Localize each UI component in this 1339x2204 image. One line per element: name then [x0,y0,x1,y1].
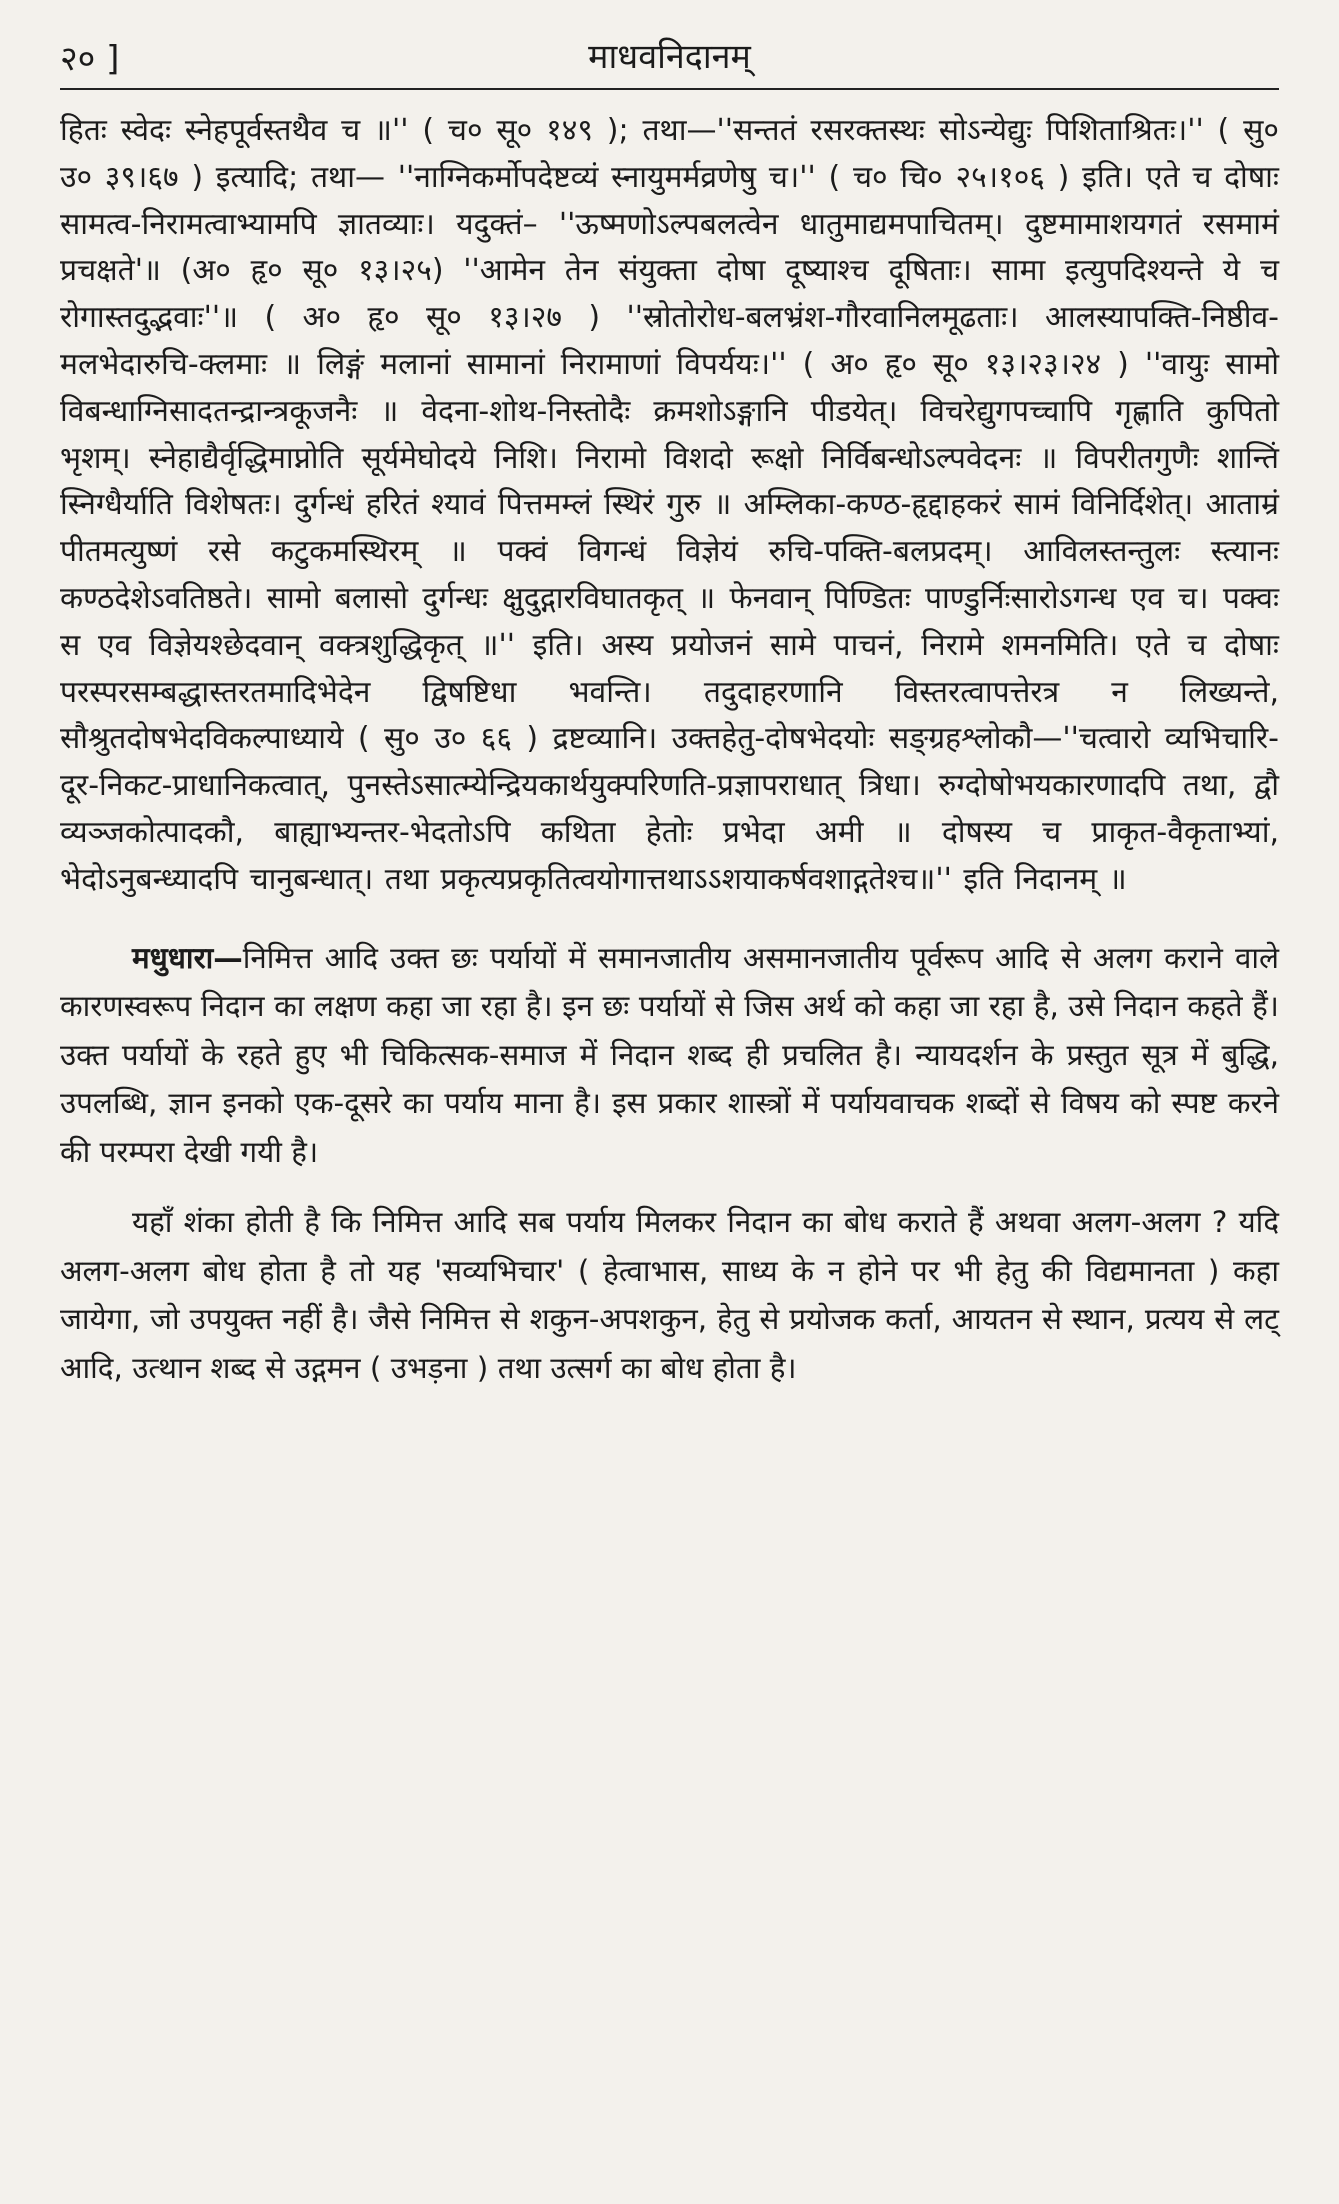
sanskrit-text-block: हितः स्वेदः स्नेहपूर्वस्तथैव च ॥'' ( च० सू० १४९ ); तथा—''सन्ततं रसरक्तस्थः सोऽन्येद्युः पिशिताश्रितः।'' ( सु० उ० ३९।६७ ) इत्यादि; तथा— ''नाग्निकर्मोपदेष्टव्यं स्नायुमर्मव्रणेषु च।'' ( च० चि० २५।१०६ ) इति। एते च दोषाः सामत्व-निरामत्वाभ्यामपि ज्ञातव्याः। यदुक्तं– ''ऊष्मणोऽल्पबलत्वेन धातुमाद्यमपाचितम्। दुष्टमामाशयगतं रसमामं प्रचक्षते'॥ (अ० हृ० सू० १३।२५) ''आमेन तेन संयुक्ता दोषा दूष्याश्च दूषिताः। सामा इत्युपदिश्यन्ते ये च रोगास्तदुद्भवाः''॥ ( अ० हृ० सू० १३।२७ ) ''स्रोतोरोध-बलभ्रंश-गौरवानिलमूढताः। आलस्यापक्ति-निष्ठीव-मलभेदारुचि-क्लमाः ॥ लिङ्गं मलानां सामानां निरामाणां विपर्ययः।'' ( अ० हृ० सू० १३।२३।२४ ) ''वायुः सामो विबन्धाग्निसादतन्द्रान्त्रकूजनैः ॥ वेदना-शोथ-निस्तोदैः क्रमशोऽङ्गानि पीडयेत्। विचरेद्युगपच्चापि गृह्णाति कुपितो भृशम्। स्नेहाद्यैर्वृद्धिमाप्नोति सूर्यमेघोदये निशि। निरामो विशदो रूक्षो निर्विबन्धोऽल्पवेदनः ॥ विपरीतगुणैः शान्तिं स्निग्धैर्याति विशेषतः। दुर्गन्धं हरितं श्यावं पित्तमम्लं स्थिरं गुरु ॥ अम्लिका-कण्ठ-हृद्दाहकरं सामं विनिर्दिशेत्। आताम्रं पीतमत्युष्णं रसे कटुकमस्थिरम् ॥ पक्वं विगन्धं विज्ञेयं रुचि-पक्ति-बलप्रदम्। आविलस्तन्तुलः स्त्यानः कण्ठदेशेऽवतिष्ठते। सामो बलासो दुर्गन्धः क्षुदुद्गारविघातकृत् ॥ फेनवान् पिण्डितः पाण्डुर्निःसारोऽगन्ध एव च। पक्वः स एव विज्ञेयश्छेदवान् वक्त्रशुद्धिकृत् ॥'' इति। अस्य प्रयोजनं सामे पाचनं, निरामे शमनमिति। एते च दोषाः परस्परसम्बद्धास्तरतमादिभेदेन द्विषष्टिधा भवन्ति। तदुदाहरणानि विस्तरत्वापत्तेरत्र न लिख्यन्ते, सौश्रुतदोषभेदविकल्पाध्याये ( सु० उ० ६६ ) द्रष्टव्यानि। उक्तहेतु-दोषभेदयोः सङ्ग्रहश्लोकौ—''चत्वारो व्यभिचारि-दूर-निकट-प्राधानिकत्वात्, पुनस्तेऽसात्म्येन्द्रियकार्थयुक्परिणति-प्रज्ञापराधात् त्रिधा। रुग्दोषोभयकारणादपि तथा, द्वौ व्यञ्जकोत्पादकौ, बाह्याभ्यन्तर-भेदतोऽपि कथिता हेतोः प्रभेदा अमी ॥ दोषस्य च प्राकृत-वैकृताभ्यां, भेदोऽनुबन्ध्यादपि चानुबन्धात्। तथा प्रकृत्यप्रकृतित्वयोगात्तथाऽऽशयाकर्षवशाद्गतेश्च॥'' इति निदानम् ॥ [60,113,1279,897]
commentary-paragraph-1-text: निमित्त आदि उक्त छः पर्यायों में समानजातीय असमानजातीय पूर्वरूप आदि से अलग कराने वाले कारणस्वरूप निदान का लक्षण कहा जा रहा है। इन छः पर्यायों से जिस अर्थ को कहा जा रहा है, उसे निदान कहते हैं। उक्त पर्यायों के रहते हुए भी चिकित्सक-समाज में निदान शब्द ही प्रचलित है। न्यायदर्शन के प्रस्तुत सूत्र में बुद्धि, उपलब्धि, ज्ञान इनको एक-दूसरे का पर्याय माना है। इस प्रकार शास्त्रों में पर्यायवाचक शब्दों से विषय को स्पष्ट करने की परम्परा देखी गयी है। [60,940,1279,1169]
commentary-paragraph-1 [60,934,1279,1177]
commentary-label: मधुधारा— [132,940,243,975]
commentary-paragraph-2: यहाँ शंका होती है कि निमित्त आदि सब पर्याय मिलकर निदान का बोध कराते हैं अथवा अलग-अलग ? यदि अलग-अलग बोध होता है तो यह 'सव्यभिचार' ( हेत्वाभास, साध्य के न होने पर भी हेतु की विद्यमानता ) कहा जायेगा, जो उपयुक्त नहीं है। जैसे निमित्त से शकुन-अपशकुन, हेतु से प्रयोजक कर्ता, आयतन से स्थान, प्रत्यय से लट् आदि, उत्थान शब्द से उद्गमन ( उभड़ना ) तथा उत्सर्ग का बोध होता है। [60,1205,1279,1385]
running-title: माधवनिदानम् [588,37,751,77]
hindi-commentary [60,934,1279,1393]
running-header [60,26,1279,90]
page-number: २० ] [60,39,120,79]
